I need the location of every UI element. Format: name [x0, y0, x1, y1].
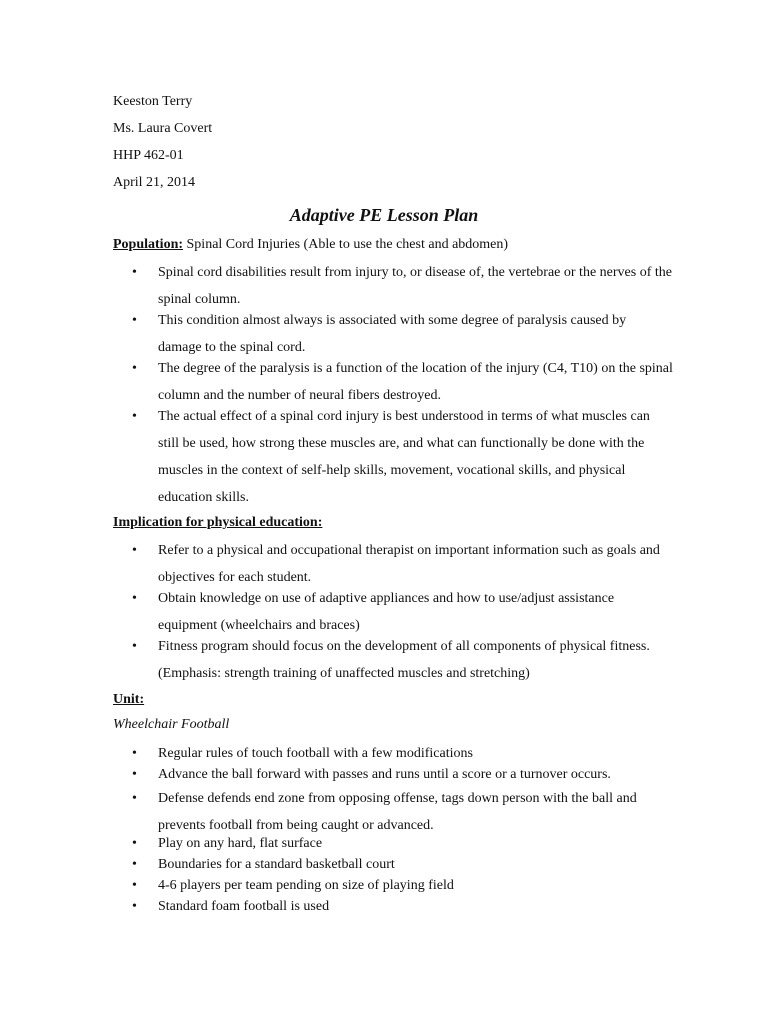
- bullet-icon: •: [132, 361, 137, 376]
- list-item: [113, 633, 673, 687]
- list-item: [113, 307, 673, 361]
- bullet-icon: •: [132, 899, 137, 914]
- implication-heading: [113, 514, 322, 532]
- list-item-text: Boundaries for a standard basketball court: [158, 857, 395, 872]
- list-item-text: The actual effect of a spinal cord injury is best understood in terms of what muscles can still be used, how strong these muscles are, and what can functionally be done with the muscles in the context of self-help skills, movement, vocational skills, and physical education skills.: [158, 409, 650, 505]
- instructor-name: Ms. Laura Covert: [113, 121, 213, 136]
- bullet-icon: •: [132, 791, 137, 806]
- document-date: April 21, 2014: [113, 175, 196, 190]
- list-item-text: Obtain knowledge on use of adaptive appliances and how to use/adjust assistance equipment (wheelchairs and braces): [158, 591, 615, 633]
- document-title: Adaptive PE Lesson Plan: [289, 205, 479, 225]
- implication-bullet-list: [113, 537, 673, 687]
- bullet-icon: •: [132, 265, 137, 280]
- list-item: [113, 537, 673, 591]
- list-item: [113, 875, 673, 896]
- unit-bullet-list: [113, 743, 673, 917]
- student-name: Keeston Terry: [113, 94, 193, 109]
- bullet-icon: •: [132, 639, 137, 654]
- list-item-text: This condition almost always is associated with some degree of paralysis caused by damage to the spinal cord.: [158, 313, 627, 355]
- list-item-text: Fitness program should focus on the development of all components of physical fitness. (Emphasis: strength training of unaffected muscles and stretching): [158, 639, 650, 681]
- course-code: HHP 462-01: [113, 148, 184, 163]
- bullet-icon: •: [132, 313, 137, 328]
- bullet-icon: •: [132, 878, 137, 893]
- bullet-icon: •: [132, 543, 137, 558]
- list-item-text: Defense defends end zone from opposing offense, tags down person with the ball and prevents football from being caught or advanced.: [158, 791, 637, 833]
- list-item: [113, 585, 673, 639]
- list-item-text: 4-6 players per team pending on size of playing field: [158, 878, 454, 893]
- list-item-text: Advance the ball forward with passes and runs until a score or a turnover occurs.: [158, 767, 611, 782]
- list-item-text: Play on any hard, flat surface: [158, 836, 323, 851]
- list-item: [113, 785, 673, 839]
- bullet-icon: •: [132, 836, 137, 851]
- list-item-text: Regular rules of touch football with a few modifications: [158, 746, 473, 761]
- list-item: [113, 854, 673, 875]
- implication-label: Implication for physical education:: [113, 515, 323, 530]
- bullet-icon: •: [132, 857, 137, 872]
- list-item: [113, 259, 673, 313]
- unit-name: Wheelchair Football: [113, 717, 230, 732]
- list-item-text: The degree of the paralysis is a function of the location of the injury (C4, T10) on the spinal column and the number of neural fibers destroyed.: [158, 361, 673, 403]
- bullet-icon: •: [132, 591, 137, 606]
- bullet-icon: •: [132, 409, 137, 424]
- list-item: [113, 743, 673, 764]
- population-bullet-list: [113, 259, 673, 511]
- population-value: Spinal Cord Injuries (Able to use the chest and abdomen): [183, 237, 509, 252]
- list-item: [113, 896, 673, 917]
- list-item: [113, 403, 673, 511]
- list-item: [113, 833, 673, 854]
- population-heading: [113, 236, 508, 254]
- population-label: Population:: [113, 237, 184, 252]
- list-item-text: Spinal cord disabilities result from injury to, or disease of, the vertebrae or the nerves of the spinal column.: [158, 265, 672, 307]
- bullet-icon: •: [132, 767, 137, 782]
- list-item-text: Refer to a physical and occupational therapist on important information such as goals and objectives for each student.: [158, 543, 660, 585]
- list-item-text: Standard foam football is used: [158, 899, 330, 914]
- unit-heading: [113, 691, 144, 709]
- unit-label: Unit:: [113, 692, 145, 707]
- bullet-icon: •: [132, 746, 137, 761]
- list-item: [113, 764, 673, 785]
- list-item: [113, 355, 673, 409]
